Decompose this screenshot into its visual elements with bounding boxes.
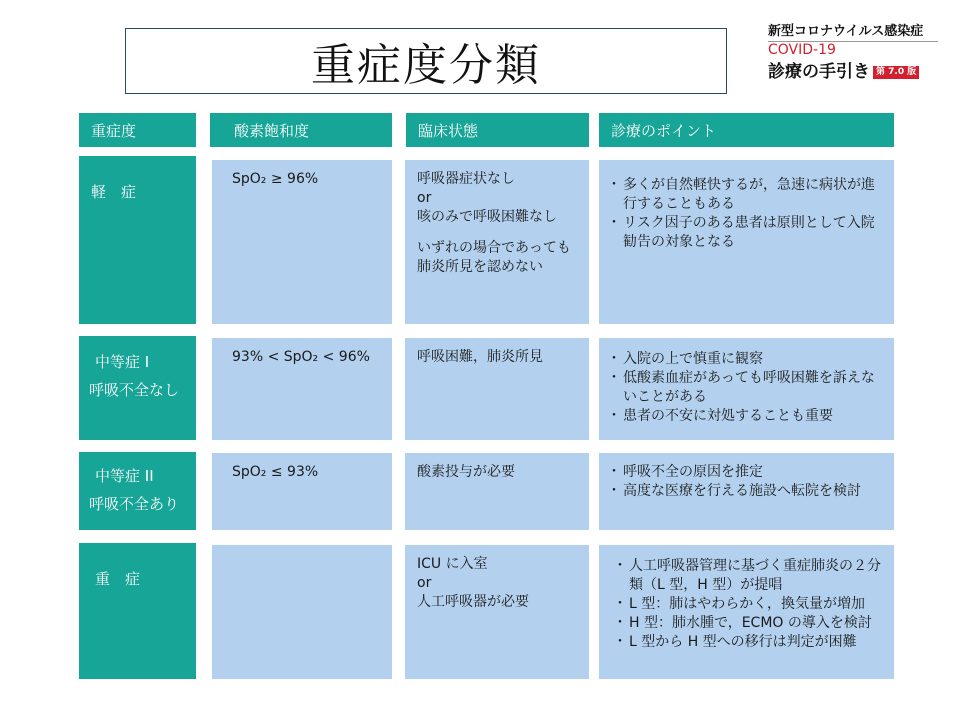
header-severity: 重症度: [79, 113, 196, 147]
clinical-line: 呼吸困難，肺炎所見: [417, 349, 543, 365]
point-item: ・ 人工呼吸器管理に基づく重症肺炎の２分類（L 型，H 型）が提唱: [615, 557, 882, 595]
point-item: ・ 入院の上で慎重に観察: [609, 350, 882, 369]
guideline-logo: [768, 24, 944, 86]
clinical-severe: [405, 545, 589, 679]
point-item: ・ H 型：肺水腫で，ECMO の導入を検討: [615, 614, 882, 633]
row-label-moderate-2: [79, 452, 196, 530]
clinical-line: 酸素投与が必要: [417, 464, 515, 480]
point-item: ・ リスク因子のある患者は原則として入院勧告の対象となる: [609, 214, 882, 252]
clinical-line: or: [417, 575, 432, 591]
row-label-text: 重 症: [95, 570, 141, 588]
spo2-mild: SpO₂ ≥ 96%: [212, 160, 392, 324]
header-treatment-points: 診療のポイント: [599, 113, 894, 147]
point-item: ・ 呼吸不全の原因を推定: [609, 463, 882, 482]
clinical-line: 呼吸器症状なし: [417, 171, 515, 187]
clinical-line: いずれの場合であっても肺炎所見を認めない: [417, 240, 571, 275]
clinical-mild: [405, 160, 589, 324]
row-label-severe: [79, 543, 196, 679]
points-moderate-2: [599, 453, 894, 530]
logo-guide-title: [768, 62, 919, 82]
clinical-line: 咳のみで呼吸困難なし: [417, 209, 557, 225]
row-label-text: 中等症 II: [95, 467, 154, 485]
spo2-moderate-2: SpO₂ ≤ 93%: [212, 453, 392, 530]
clinical-line: ICU に入室: [417, 556, 488, 572]
page-title: 重症度分類: [125, 28, 727, 94]
point-item: ・ 低酸素血症があっても呼吸困難を訴えないことがある: [609, 369, 882, 407]
clinical-line: or: [417, 190, 432, 206]
points-mild: [599, 160, 894, 324]
point-item: ・ 高度な医療を行える施設へ転院を検討: [609, 482, 882, 501]
points-moderate-1: [599, 338, 894, 440]
point-item: ・ 患者の不安に対処することも重要: [609, 407, 882, 426]
logo-edition-badge: 第 7.0 版: [873, 66, 919, 79]
row-label-text: 軽 症: [91, 183, 137, 201]
row-label-mild: [79, 156, 196, 324]
header-clinical-status: 臨床状態: [406, 113, 589, 147]
clinical-moderate-2: [405, 453, 589, 530]
clinical-moderate-1: [405, 338, 589, 440]
row-label-text: 中等症 I: [95, 353, 150, 371]
point-item: ・ L 型：肺はやわらかく，換気量が増加: [615, 595, 882, 614]
spo2-severe: [212, 545, 392, 679]
point-item: ・ 多くが自然軽快するが，急速に病状が進行することもある: [609, 176, 882, 214]
row-label-moderate-1: [79, 336, 196, 440]
row-label-subtext: 呼吸不全あり: [89, 495, 180, 513]
spo2-moderate-1: 93% < SpO₂ < 96%: [212, 338, 392, 440]
clinical-line: 人工呼吸器が必要: [417, 594, 529, 610]
points-severe: [599, 545, 894, 679]
clinical-spacer: [417, 227, 577, 239]
row-label-subtext: 呼吸不全なし: [89, 381, 180, 399]
logo-disease-name: 新型コロナウイルス感染症: [768, 24, 924, 39]
logo-covid-label: COVID-19: [768, 42, 836, 58]
header-oxygen-saturation: 酸素飽和度: [210, 113, 392, 147]
point-item: ・ L 型から H 型への移行は判定が困難: [615, 633, 882, 652]
logo-guide-text: 診療の手引き: [768, 62, 870, 82]
